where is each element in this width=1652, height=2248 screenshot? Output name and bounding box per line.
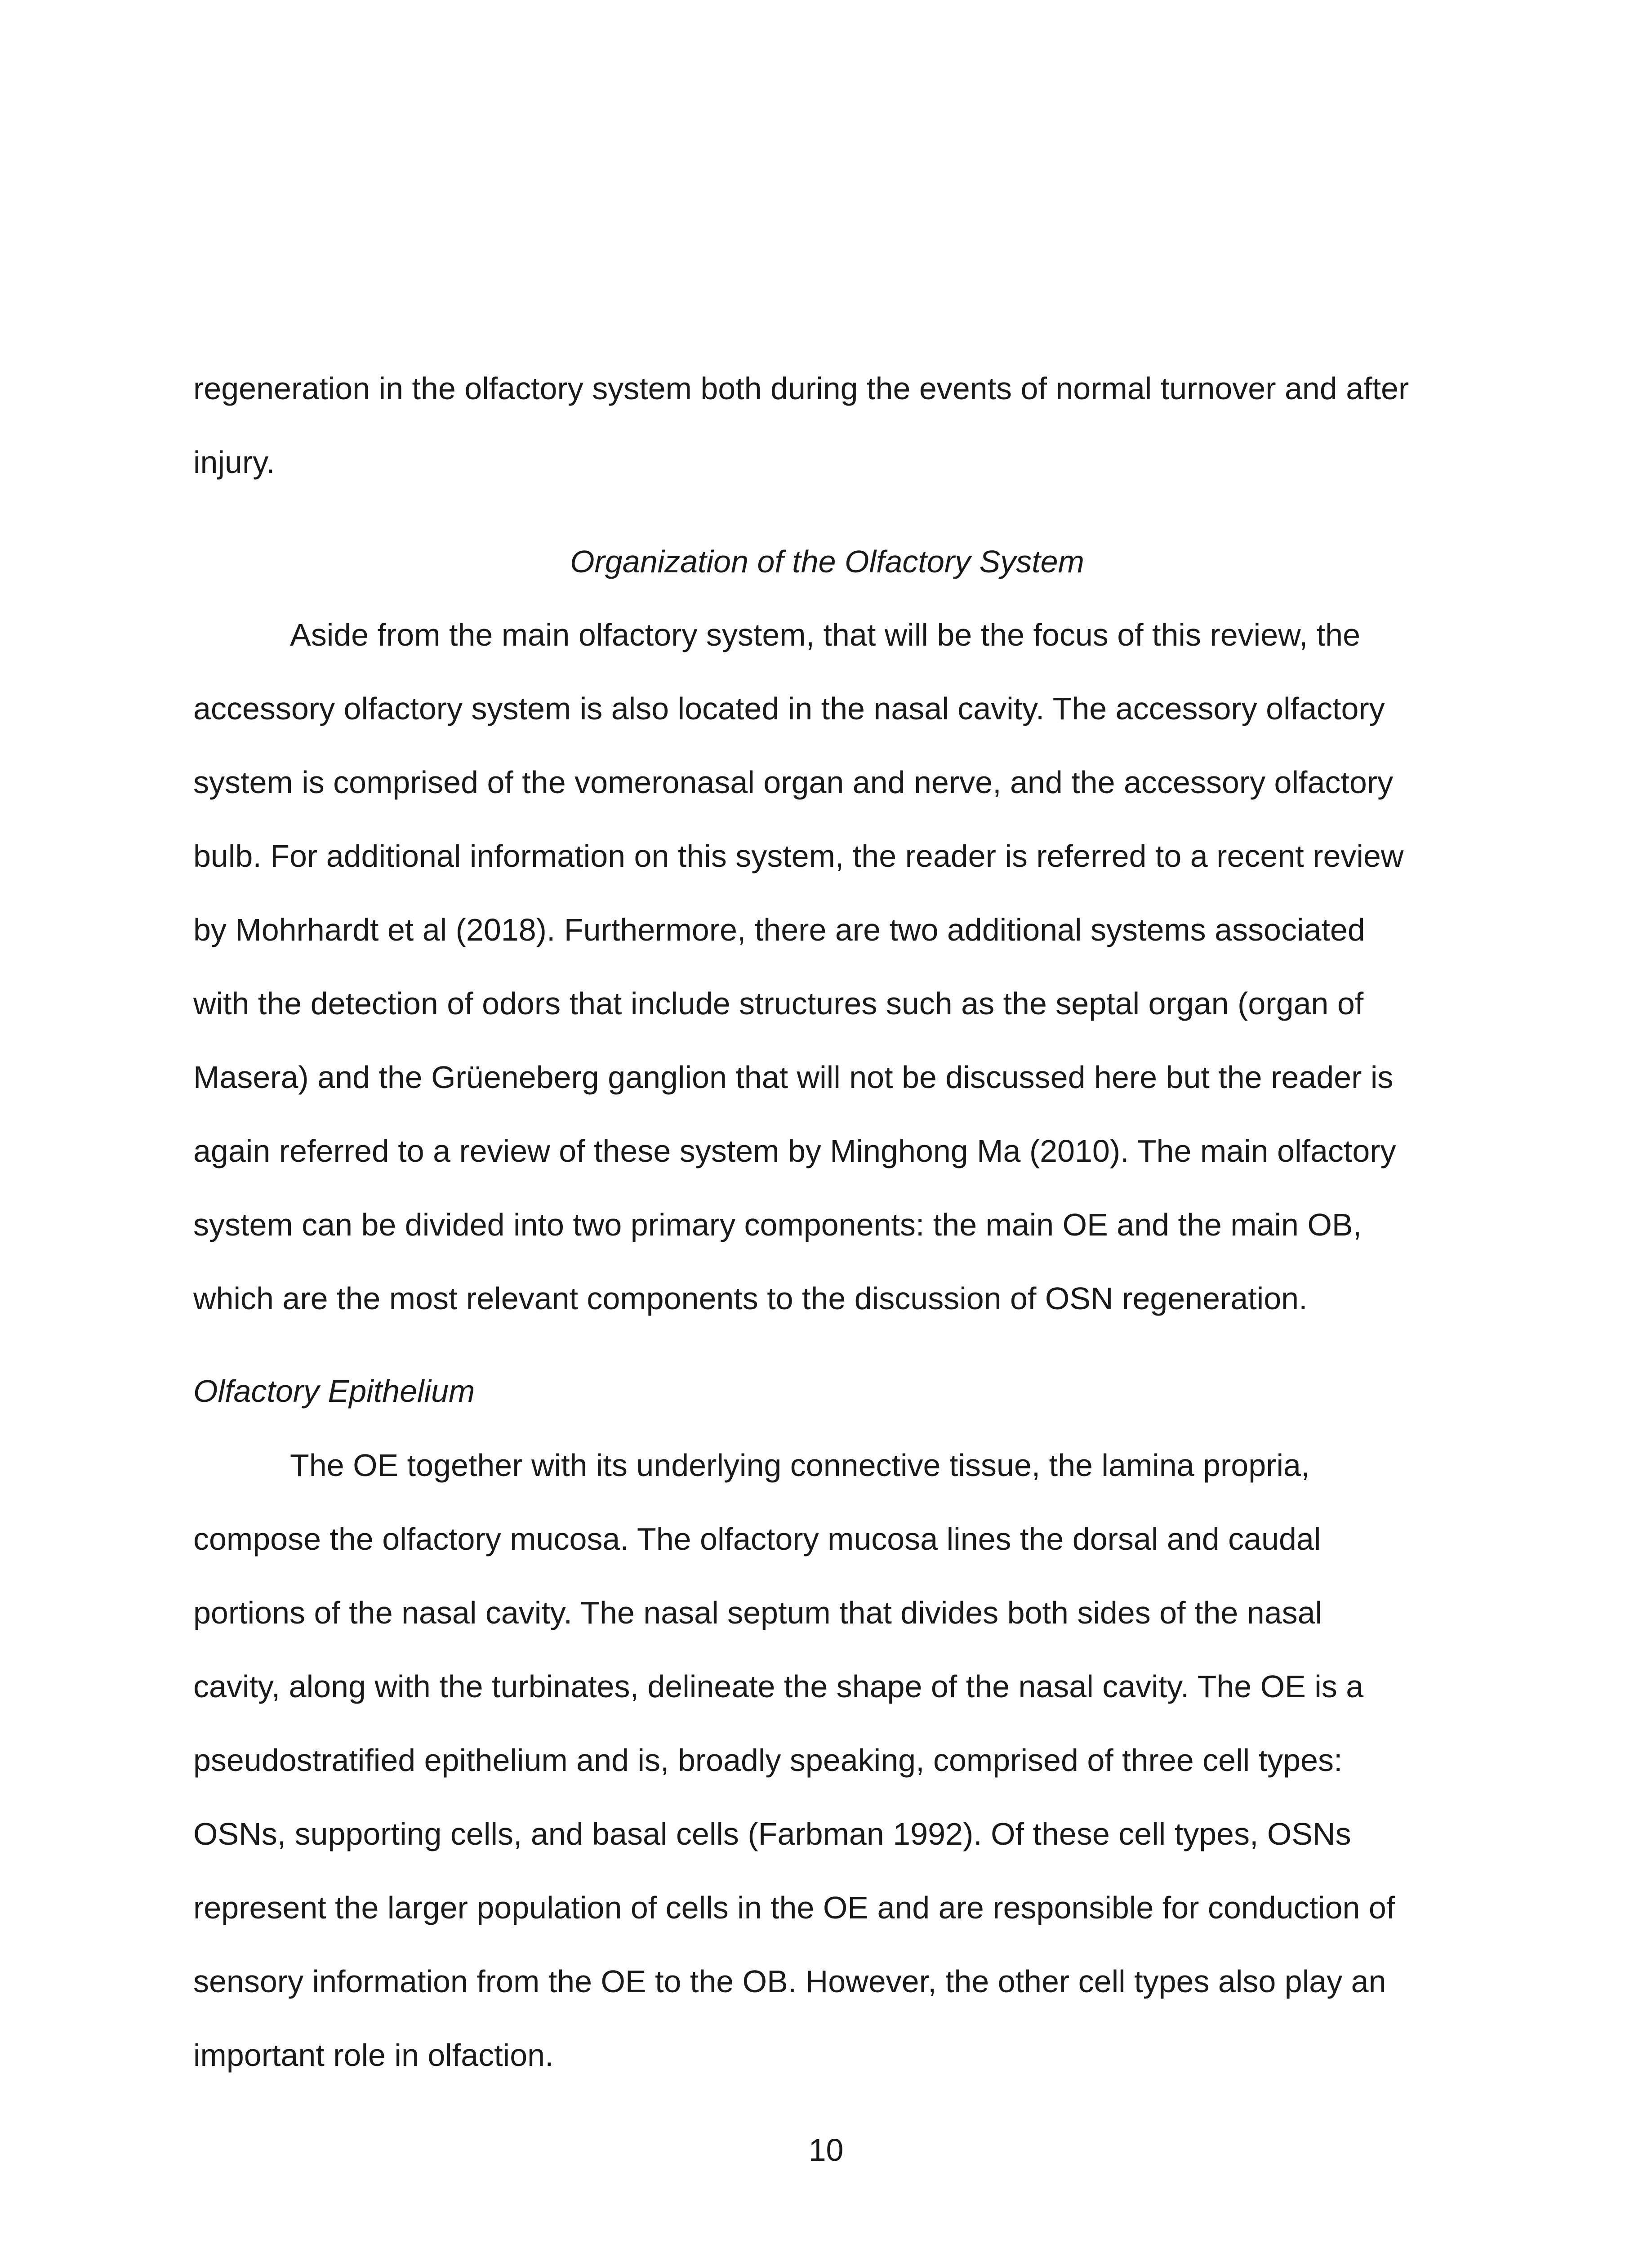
section-heading: Organization of the Olfactory System: [570, 544, 1084, 579]
paragraph-line: represent the larger population of cells in the OE and are responsible for conduction of: [193, 1890, 1395, 1925]
paragraph-line: important role in olfaction.: [193, 2038, 554, 2073]
paragraph-line: which are the most relevant components to the discussion of OSN regeneration.: [193, 1281, 1308, 1316]
intro-paragraph: [193, 352, 1461, 499]
paragraph-line: portions of the nasal cavity. The nasal septum that divides both sides of the nasal: [193, 1595, 1322, 1630]
subsection-heading: Olfactory Epithelium: [193, 1374, 475, 1409]
paragraph-line: system can be divided into two primary components: the main OE and the main OB,: [193, 1207, 1362, 1242]
paragraph-line: sensory information from the OE to the OB. However, the other cell types also play an: [193, 1964, 1386, 1999]
paragraph-line: cavity, along with the turbinates, delineate the shape of the nasal cavity. The OE is a: [193, 1669, 1364, 1704]
paragraph-line: The OE together with its underlying connective tissue, the lamina propria,: [290, 1448, 1310, 1483]
paragraph-line: regeneration in the olfactory system both during the events of normal turnover and after: [193, 371, 1409, 406]
paragraph-line: injury.: [193, 445, 275, 480]
paragraph-line: again referred to a review of these system by Minghong Ma (2010). The main olfactory: [193, 1133, 1396, 1169]
paragraph-line: bulb. For additional information on this system, the reader is referred to a recent review: [193, 839, 1404, 874]
epithelium-paragraph: [193, 1428, 1461, 2092]
paragraph-line: system is comprised of the vomeronasal organ and nerve, and the accessory olfactory: [193, 765, 1394, 800]
paragraph-line: OSNs, supporting cells, and basal cells (Farbman 1992). Of these cell types, OSNs: [193, 1816, 1351, 1851]
organization-paragraph: [193, 598, 1461, 1335]
paragraph-line: compose the olfactory mucosa. The olfactory mucosa lines the dorsal and caudal: [193, 1521, 1321, 1557]
paragraph-line: by Mohrhardt et al (2018). Furthermore, there are two additional systems associated: [193, 912, 1365, 947]
page-number: 10: [808, 2132, 844, 2168]
paragraph-line: with the detection of odors that include structures such as the septal organ (organ of: [193, 986, 1364, 1021]
paragraph-line: Aside from the main olfactory system, that will be the focus of this review, the: [290, 617, 1361, 652]
paragraph-line: Masera) and the Grüeneberg ganglion that will not be discussed here but the reader is: [193, 1060, 1394, 1095]
paragraph-line: pseudostratified epithelium and is, broadly speaking, comprised of three cell types:: [193, 1743, 1343, 1778]
paragraph-line: accessory olfactory system is also located in the nasal cavity. The accessory olfactory: [193, 691, 1385, 726]
